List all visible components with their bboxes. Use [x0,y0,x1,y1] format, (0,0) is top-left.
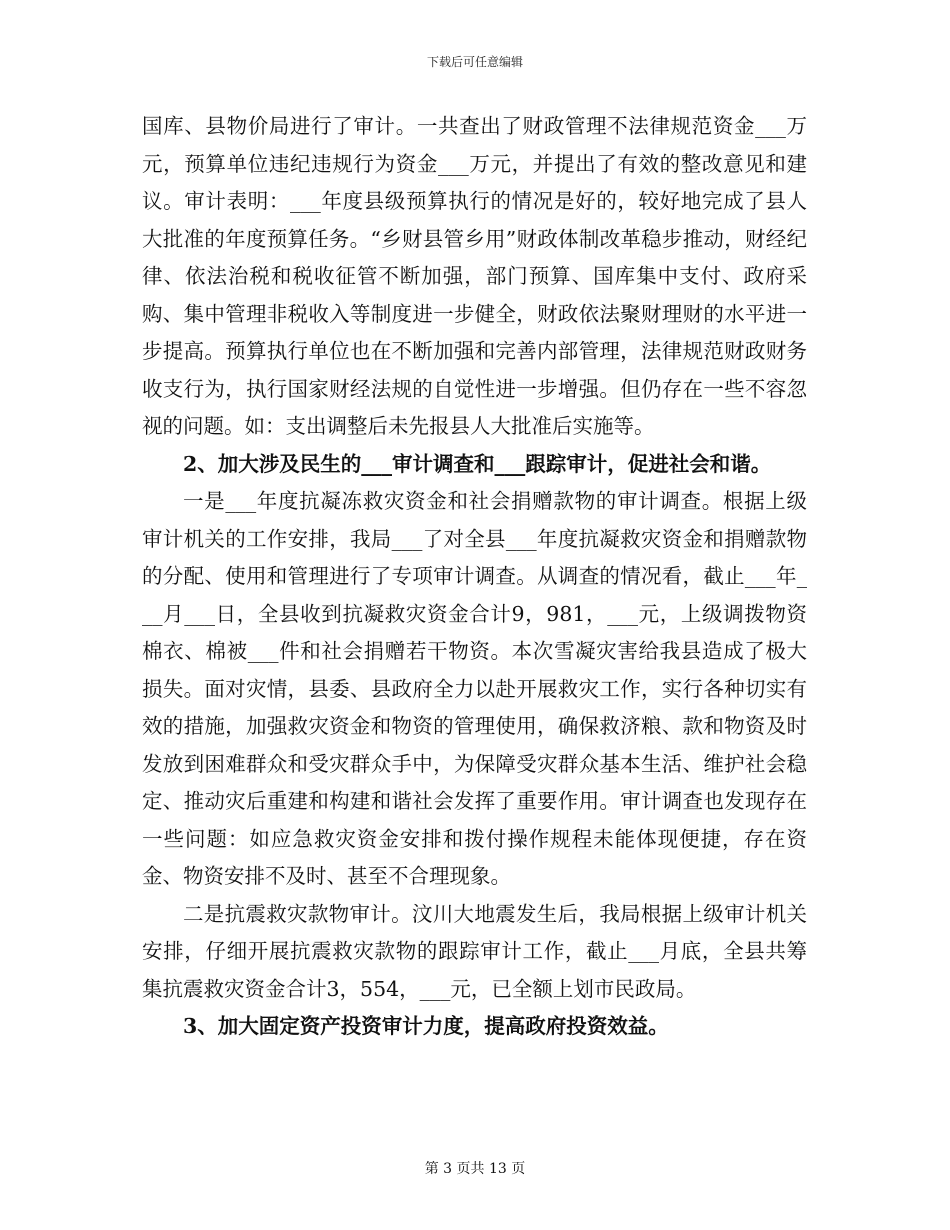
paragraph-earthquake-relief-audit: 二是抗震救灾款物审计。汶川大地震发生后，我局根据上级审计机关安排，仔细开展抗震救灾款物的跟踪审计工作，截止___月底，全县共筹集抗震救灾资金合计3，554，___元，已全额上划市民政局。 [142,901,807,1001]
paragraph-freeze-relief-audit: 一是___年度抗凝冻救灾资金和社会捐赠款物的审计调查。根据上级审计机关的工作安排，我局___了对全县___年度抗凝救灾资金和捐赠款物的分配、使用和管理进行了专项审计调查。从调查的情况看，截止___年___月___日，全县收到抗凝救灾资金合计9，981，___元，上级调拨物资棉衣、棉被___件和社会捐赠若干物资。本次雪凝灾害给我县造成了极大损失。面对灾情，县委、县政府全力以赴开展救灾工作，实行各种切实有效的措施，加强救灾资金和物资的管理使用，确保救济粮、款和物资及时发放到困难群众和受灾群众手中，为保障受灾群众基本生活、维护社会稳定、推动灾后重建和构建和谐社会发挥了重要作用。审计调查也发现存在一些问题：如应急救灾资金安排和拨付操作规程未能体现便捷，存在资金、物资安排不及时、甚至不合理现象。 [142,489,807,888]
section-heading-livelihood-audit: 2、加大涉及民生的___审计调查和___跟踪审计，促进社会和谐。 [183,451,772,476]
page-number-footer: 第 3 页共 13 页 [424,1161,526,1177]
paragraph-budget-audit: 国库、县物价局进行了审计。一共查出了财政管理不法律规范资金___万元，预算单位违纪违规行为资金___万元，并提出了有效的整改意见和建议。审计表明：___年度县级预算执行的情况是好的，较好地完成了县人大批准的年度预算任务。“乡财县管乡用”财政体制改革稳步推动，财经纪律、依法治税和税收征管不断加强，部门预算、国库集中支付、政府采购、集中管理非税收入等制度进一步健全，财政依法聚财理财的水平进一步提高。预算执行单位也在不断加强和完善内部管理，法律规范财政财务收支行为，执行国家财经法规的自觉性进一步增强。但仍存在一些不容忽视的问题。如：支出调整后未先报县人大批准后实施等。 [142,114,807,438]
page-header-note: 下载后可任意编辑 [426,55,523,69]
section-heading-fixed-asset-audit: 3、加大固定资产投资审计力度，提高政府投资效益。 [183,1014,669,1038]
document-body [142,108,807,1046]
